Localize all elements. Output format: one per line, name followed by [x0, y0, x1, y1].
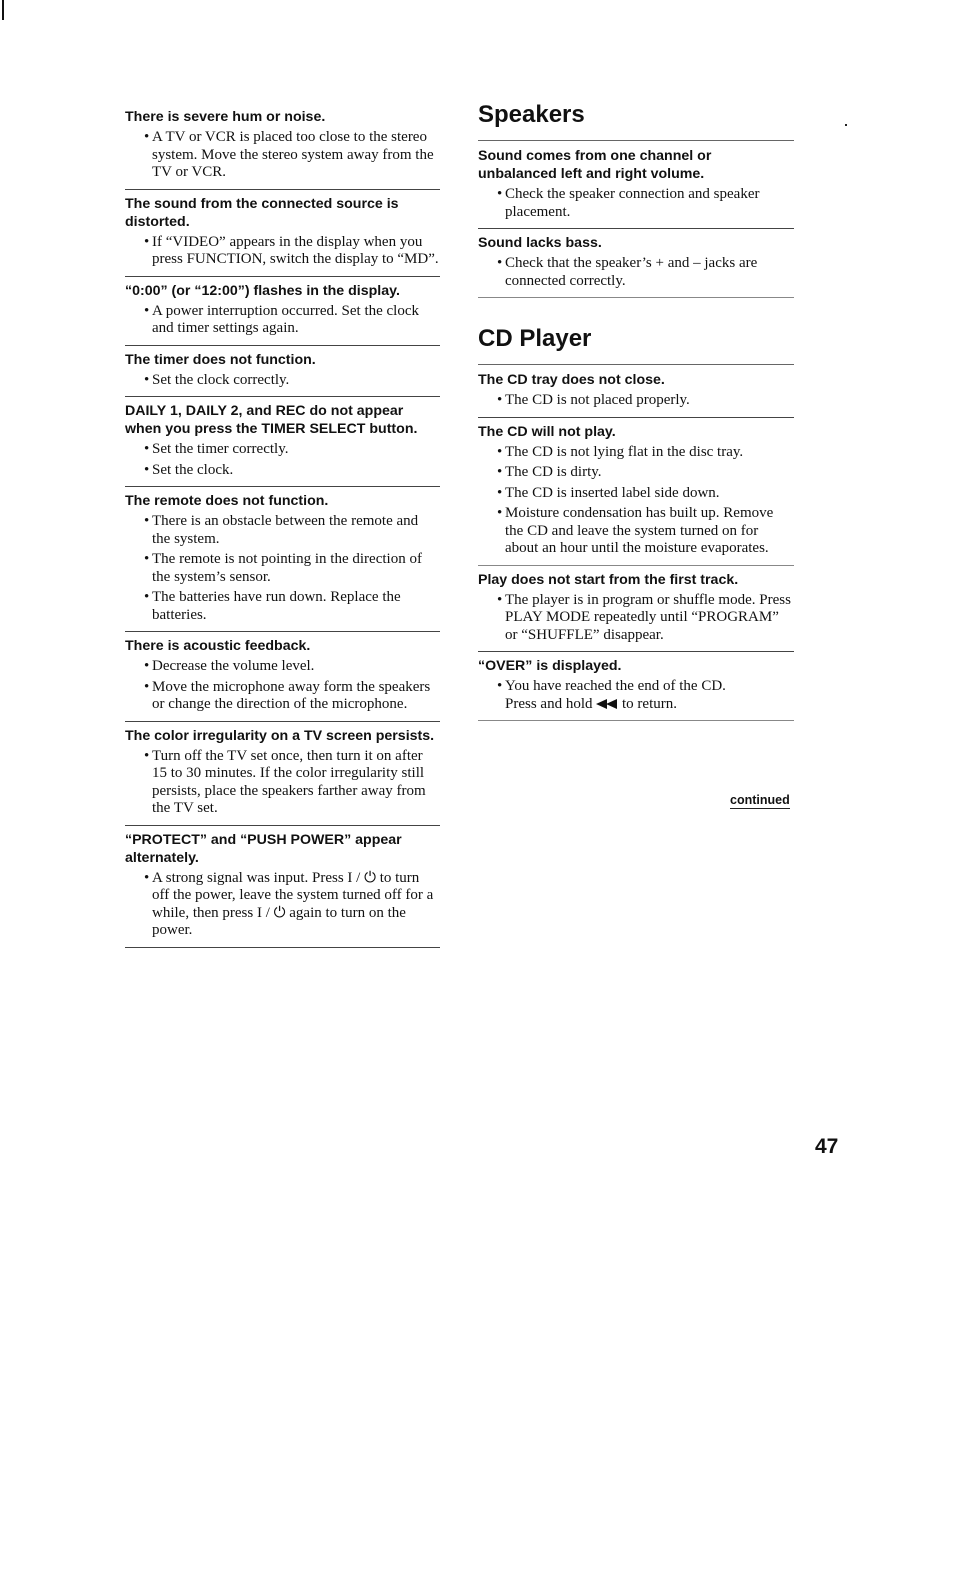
bullet: • Decrease the volume level. [144, 658, 315, 674]
bullet: • There is an obstacle between the remote and the system. [144, 513, 419, 547]
trouble-item-hum [125, 108, 440, 190]
bullet: • Set the clock correctly. [144, 371, 290, 388]
bullet: • The CD is not placed properly. [497, 392, 690, 408]
scan-dot [845, 124, 847, 126]
item-heading: The CD will not play. [478, 423, 616, 440]
bullet: • Check that the speaker’s + and – jacks are connected correctly. [497, 255, 758, 289]
item-heading: Sound comes from one channel or unbalanced left and right volume. [478, 148, 712, 182]
item-heading: Sound lacks bass. [478, 235, 602, 251]
trouble-item-feedback [125, 637, 440, 722]
bullet: • Turn off the TV set once, then turn it on after 15 to 30 minutes. If the color irregularity still persists, place the speakers farther away from the TV set. [144, 747, 426, 816]
bullet: • Set the clock. [144, 461, 234, 478]
continued-label: continued [730, 793, 790, 807]
page-number: 47 [815, 1135, 839, 1158]
bullet: • The batteries have run down. Replace the batteries. [144, 589, 401, 623]
section-title-speakers: Speakers [478, 100, 794, 141]
bullet: • If “VIDEO” appears in the display when you press FUNCTION, switch the display to “MD”. [144, 233, 439, 267]
left-column [125, 108, 440, 953]
trouble-item-timer [125, 351, 440, 398]
trouble-item-bass [478, 234, 794, 298]
trouble-item-one-channel [478, 147, 794, 229]
bullet: • A strong signal was input. Press I / ⏻ to turn off the power, leave the system turned off for a while, then press I / ⏻ again to turn on the power. [144, 869, 434, 938]
bullet: • Moisture condensation has built up. Remove the CD and leave the system turned on for about an hour until the moisture evaporates. [497, 505, 774, 556]
cd-player-section [478, 324, 794, 721]
bullet: • Check the speaker connection and speaker placement. [497, 186, 760, 220]
item-heading: DAILY 1, DAILY 2, and REC do not appear when you press the TIMER SELECT button. [125, 403, 418, 437]
right-column [478, 100, 794, 726]
trouble-item-will-not-play [478, 423, 794, 566]
rewind-instruction-after: to return. [622, 695, 677, 712]
item-heading: The color irregularity on a TV screen persists. [125, 727, 435, 744]
item-heading: “PROTECT” and “PUSH POWER” appear alternately. [125, 831, 402, 866]
trouble-item-daily [125, 402, 440, 487]
trouble-item-over [478, 657, 794, 721]
trouble-item-distorted [125, 195, 440, 277]
bullet: • Set the timer correctly. [144, 441, 289, 457]
item-heading: The remote does not function. [125, 493, 329, 509]
trouble-item-tray [478, 371, 794, 418]
section-title-cd-player: CD Player [478, 324, 794, 365]
bullet: • A TV or VCR is placed too close to the stereo system. Move the stereo system away from the TV or VCR. [144, 129, 434, 180]
bullet: • The CD is dirty. [497, 464, 602, 480]
item-heading: Play does not start from the first track. [478, 571, 739, 588]
trouble-item-remote [125, 492, 440, 632]
trouble-item-first-track [478, 571, 794, 653]
bullet: • A power interruption occurred. Set the clock and timer settings again. [144, 302, 419, 336]
bullet: • The CD is inserted label side down. [497, 484, 720, 501]
bullet: • Move the microphone away form the speakers or change the direction of the microphone. [144, 678, 431, 712]
bullet: • You have reached the end of the CD. Press and hold to return. [497, 678, 726, 712]
trouble-item-flashes [125, 282, 440, 346]
item-heading: The sound from the connected source is distorted. [125, 195, 399, 230]
bullet: • The CD is not lying flat in the disc tray. [497, 443, 744, 460]
item-heading: The CD tray does not close. [478, 372, 665, 388]
trouble-item-color [125, 727, 440, 826]
bullet: • The remote is not pointing in the direction of the system’s sensor. [144, 551, 422, 585]
item-heading: There is severe hum or noise. [125, 109, 326, 125]
item-heading: There is acoustic feedback. [125, 638, 311, 654]
item-heading: The timer does not function. [125, 351, 316, 368]
scan-edge-mark [2, 0, 4, 20]
trouble-item-protect [125, 831, 440, 948]
rewind-icon [596, 696, 618, 712]
bullet: • The player is in program or shuffle mode. Press PLAY MODE repeatedly until “PROGRAM” or “SHUFFLE” disappear. [497, 591, 791, 643]
item-heading: “0:00” (or “12:00”) flashes in the display. [125, 282, 400, 299]
speakers-section [478, 100, 794, 298]
rewind-instruction-before: Press and hold [505, 695, 593, 712]
item-heading: “OVER” is displayed. [478, 658, 622, 674]
